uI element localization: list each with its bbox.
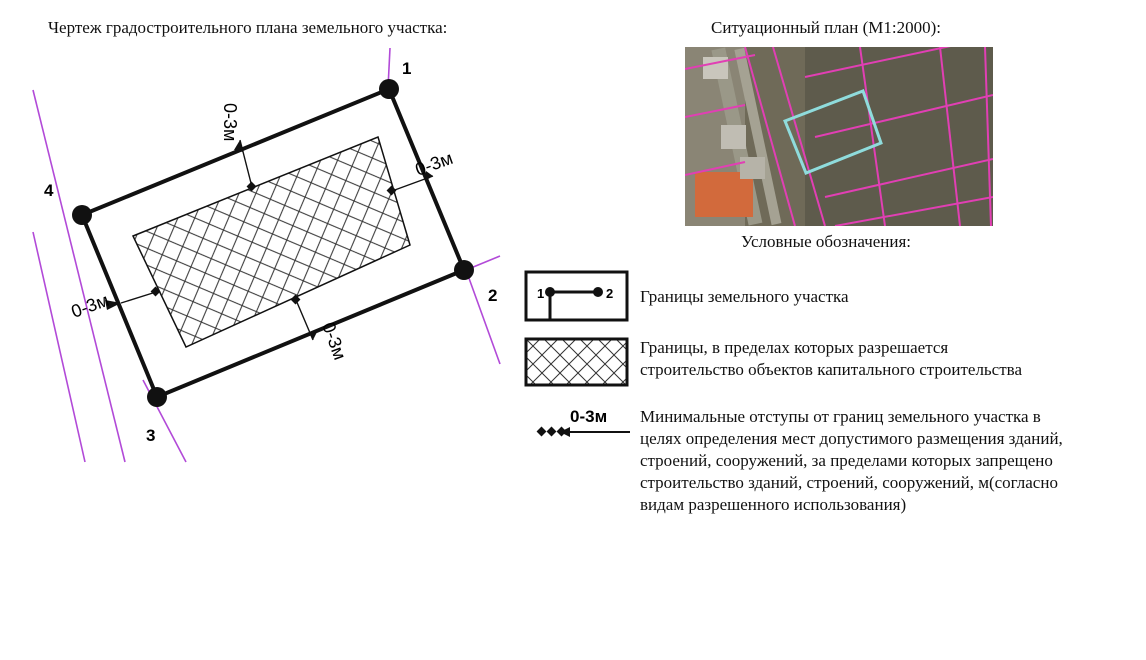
legend-setback-line-3: строений, сооружений, за пределами которых запрещено (640, 451, 1053, 470)
legend-buildable-zone-text (640, 337, 1022, 381)
legend-setback-line-4: строительство зданий, строений, сооружений, м(согласно (640, 473, 1058, 492)
legend-buildable-zone-symbol (524, 337, 630, 387)
legend-buildable-zone-line-2: строительство объектов капитального строительства (640, 360, 1023, 379)
drawing-title: Чертеж градостроительного плана земельного участка: (48, 18, 448, 37)
point-label-4: 4 (44, 181, 54, 200)
legend-setback-line-2: целях определения мест допустимого размещения зданий, (640, 429, 1063, 448)
legend-point-label-1: 1 (537, 286, 545, 301)
legend-setback-text (640, 406, 1063, 516)
buildable-zone (133, 137, 410, 347)
setback-label-top: 0-3м (220, 103, 240, 142)
setback-label-bottom: 0-3м (318, 319, 351, 363)
legend-setback-label: 0-3м (570, 407, 608, 426)
urban-plan-drawing (0, 40, 520, 470)
legend-setback-line-1: Минимальные отступы от границ земельного участка в (640, 407, 1041, 426)
legend-parcel-boundary-symbol (524, 270, 630, 322)
situation-plan-image (685, 47, 993, 226)
point-label-1: 1 (402, 59, 412, 78)
legend-setback-line-5: видам разрешенного использования) (640, 495, 907, 514)
legend-buildable-zone-line-1: Границы, в пределах которых разрешается (640, 338, 949, 357)
point-label-3: 3 (146, 426, 156, 445)
situation-plan-title: Ситуационный план (М1:2000): (711, 18, 941, 37)
setback-label-right: 0-3м (412, 147, 456, 180)
legend-heading: Условные обозначения: (741, 232, 912, 251)
legend-parcel-boundary-text: Границы земельного участка (640, 287, 849, 306)
legend-point-label-2: 2 (606, 286, 614, 301)
setback-label-left: 0-3м (68, 289, 112, 322)
legend-setback-symbol (532, 404, 632, 446)
point-label-2: 2 (488, 286, 498, 305)
